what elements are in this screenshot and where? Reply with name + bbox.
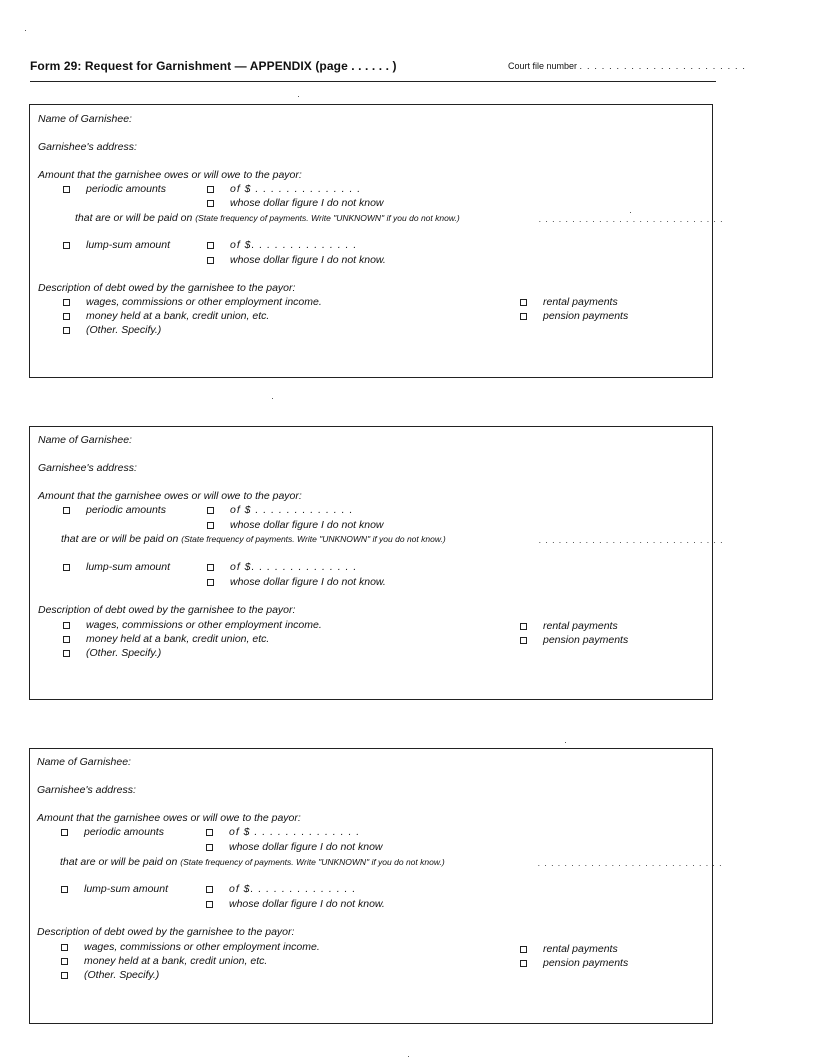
periodic-unknown-figure-label: whose dollar figure I do not know [229, 841, 383, 853]
rental-checkbox[interactable] [520, 299, 527, 306]
other-label: (Other. Specify.) [86, 647, 162, 659]
paid-on-note: (State frequency of payments. Write "UNKNOWN" if you do not know.) [181, 534, 446, 544]
lump-of-dollar-checkbox[interactable] [207, 564, 214, 571]
paid-on-line [61, 533, 446, 545]
rental-checkbox[interactable] [520, 946, 527, 953]
debt-heading: Description of debt owed by the garnishee to the payor: [38, 604, 296, 616]
rental-label: rental payments [543, 943, 618, 955]
lump-sum-label: lump-sum amount [86, 239, 171, 251]
paid-on-line [75, 212, 460, 224]
periodic-amounts-label: periodic amounts [86, 504, 166, 516]
lump-of-dollar-checkbox[interactable] [206, 886, 213, 893]
lump-of-dollar-label: of $. . . . . . . . . . . . . . [230, 239, 358, 251]
periodic-unknown-figure-checkbox[interactable] [206, 844, 213, 851]
other-checkbox[interactable] [61, 972, 68, 979]
lump-of-dollar-label: of $. . . . . . . . . . . . . . [230, 561, 358, 573]
bank-checkbox[interactable] [63, 636, 70, 643]
paid-on-note: (State frequency of payments. Write "UNKNOWN" if you do not know.) [195, 213, 460, 223]
amount-heading: Amount that the garnishee owes or will owe to the payor: [37, 812, 301, 824]
periodic-amounts-checkbox[interactable] [63, 186, 70, 193]
periodic-of-dollar-checkbox[interactable] [207, 507, 214, 514]
name-of-garnishee-label: Name of Garnishee: [38, 113, 132, 125]
periodic-unknown-figure-checkbox[interactable] [207, 522, 214, 529]
court-file-label: Court file number [508, 61, 578, 71]
lump-of-dollar-checkbox[interactable] [207, 242, 214, 249]
pension-label: pension payments [543, 634, 629, 646]
lump-unknown-figure-checkbox[interactable] [207, 257, 214, 264]
paid-on-dots: . . . . . . . . . . . . . . . . . . . . . . . . . . . . [539, 214, 724, 224]
garnishee-section-1 [29, 104, 724, 378]
court-file-number[interactable] [508, 61, 746, 71]
pension-label: pension payments [543, 310, 629, 322]
periodic-of-dollar-checkbox[interactable] [207, 186, 214, 193]
rental-label: rental payments [543, 296, 618, 308]
lump-unknown-figure-checkbox[interactable] [207, 579, 214, 586]
name-of-garnishee-label: Name of Garnishee: [37, 756, 131, 768]
wages-checkbox[interactable] [61, 944, 68, 951]
paid-on-label: that are or will be paid on [61, 533, 179, 545]
bank-label: money held at a bank, credit union, etc. [84, 955, 268, 967]
debt-heading: Description of debt owed by the garnishee to the payor: [37, 926, 295, 938]
bank-checkbox[interactable] [63, 313, 70, 320]
lump-sum-label: lump-sum amount [86, 561, 171, 573]
rental-checkbox[interactable] [520, 623, 527, 630]
periodic-unknown-figure-checkbox[interactable] [207, 200, 214, 207]
other-checkbox[interactable] [63, 650, 70, 657]
garnishee-address-label: Garnishee's address: [38, 462, 137, 474]
scan-speck [630, 212, 631, 213]
pension-checkbox[interactable] [520, 313, 527, 320]
bank-checkbox[interactable] [61, 958, 68, 965]
lump-unknown-figure-label: whose dollar figure I do not know. [230, 254, 386, 266]
periodic-amounts-checkbox[interactable] [63, 507, 70, 514]
periodic-amounts-label: periodic amounts [86, 183, 166, 195]
wages-checkbox[interactable] [63, 622, 70, 629]
paid-on-line [60, 856, 445, 868]
other-label: (Other. Specify.) [84, 969, 160, 981]
lump-sum-label: lump-sum amount [84, 883, 169, 895]
periodic-unknown-figure-label: whose dollar figure I do not know [230, 519, 384, 531]
other-label: (Other. Specify.) [86, 324, 162, 336]
lump-unknown-figure-label: whose dollar figure I do not know. [229, 898, 385, 910]
periodic-of-dollar-checkbox[interactable] [206, 829, 213, 836]
garnishee-address-label: Garnishee's address: [37, 784, 136, 796]
amount-heading: Amount that the garnishee owes or will owe to the payor: [38, 169, 302, 181]
lump-unknown-figure-checkbox[interactable] [206, 901, 213, 908]
pension-checkbox[interactable] [520, 637, 527, 644]
bank-label: money held at a bank, credit union, etc. [86, 310, 270, 322]
wages-checkbox[interactable] [63, 299, 70, 306]
scan-speck [272, 398, 273, 399]
periodic-amounts-checkbox[interactable] [61, 829, 68, 836]
wages-label: wages, commissions or other employment income. [86, 619, 322, 631]
garnishee-section-3 [29, 748, 723, 1024]
pension-label: pension payments [543, 957, 629, 969]
periodic-of-dollar-label: of $ . . . . . . . . . . . . . . [230, 183, 362, 195]
scan-speck [565, 742, 566, 743]
paid-on-label: that are or will be paid on [75, 212, 193, 224]
debt-heading: Description of debt owed by the garnishee to the payor: [38, 282, 296, 294]
other-checkbox[interactable] [63, 327, 70, 334]
pension-checkbox[interactable] [520, 960, 527, 967]
form-title: Form 29: Request for Garnishment — APPENDIX (page . . . . . . ) [30, 59, 397, 73]
periodic-unknown-figure-label: whose dollar figure I do not know [230, 197, 384, 209]
paid-on-label: that are or will be paid on [60, 856, 178, 868]
name-of-garnishee-label: Name of Garnishee: [38, 434, 132, 446]
lump-sum-checkbox[interactable] [63, 242, 70, 249]
garnishee-address-label: Garnishee's address: [38, 141, 137, 153]
amount-heading: Amount that the garnishee owes or will owe to the payor: [38, 490, 302, 502]
paid-on-dots: . . . . . . . . . . . . . . . . . . . . . . . . . . . . [538, 858, 723, 868]
scan-speck [408, 1056, 409, 1057]
form-header [30, 57, 747, 82]
wages-label: wages, commissions or other employment income. [86, 296, 322, 308]
scan-speck [25, 30, 26, 31]
bank-label: money held at a bank, credit union, etc. [86, 633, 270, 645]
paid-on-note: (State frequency of payments. Write "UNKNOWN" if you do not know.) [180, 857, 445, 867]
scan-speck [298, 96, 299, 97]
lump-unknown-figure-label: whose dollar figure I do not know. [230, 576, 386, 588]
paid-on-dots: . . . . . . . . . . . . . . . . . . . . . . . . . . . . [539, 535, 724, 545]
periodic-of-dollar-label: of $ . . . . . . . . . . . . . . [229, 826, 361, 838]
rental-label: rental payments [543, 620, 618, 632]
periodic-of-dollar-label: of $ . . . . . . . . . . . . . [230, 504, 354, 516]
lump-of-dollar-label: of $. . . . . . . . . . . . . . [229, 883, 357, 895]
court-file-dots: . . . . . . . . . . . . . . . . . . . . . . . [579, 61, 747, 71]
garnishee-section-2 [29, 426, 724, 700]
lump-sum-checkbox[interactable] [61, 886, 68, 893]
periodic-amounts-label: periodic amounts [84, 826, 164, 838]
wages-label: wages, commissions or other employment income. [84, 941, 320, 953]
lump-sum-checkbox[interactable] [63, 564, 70, 571]
